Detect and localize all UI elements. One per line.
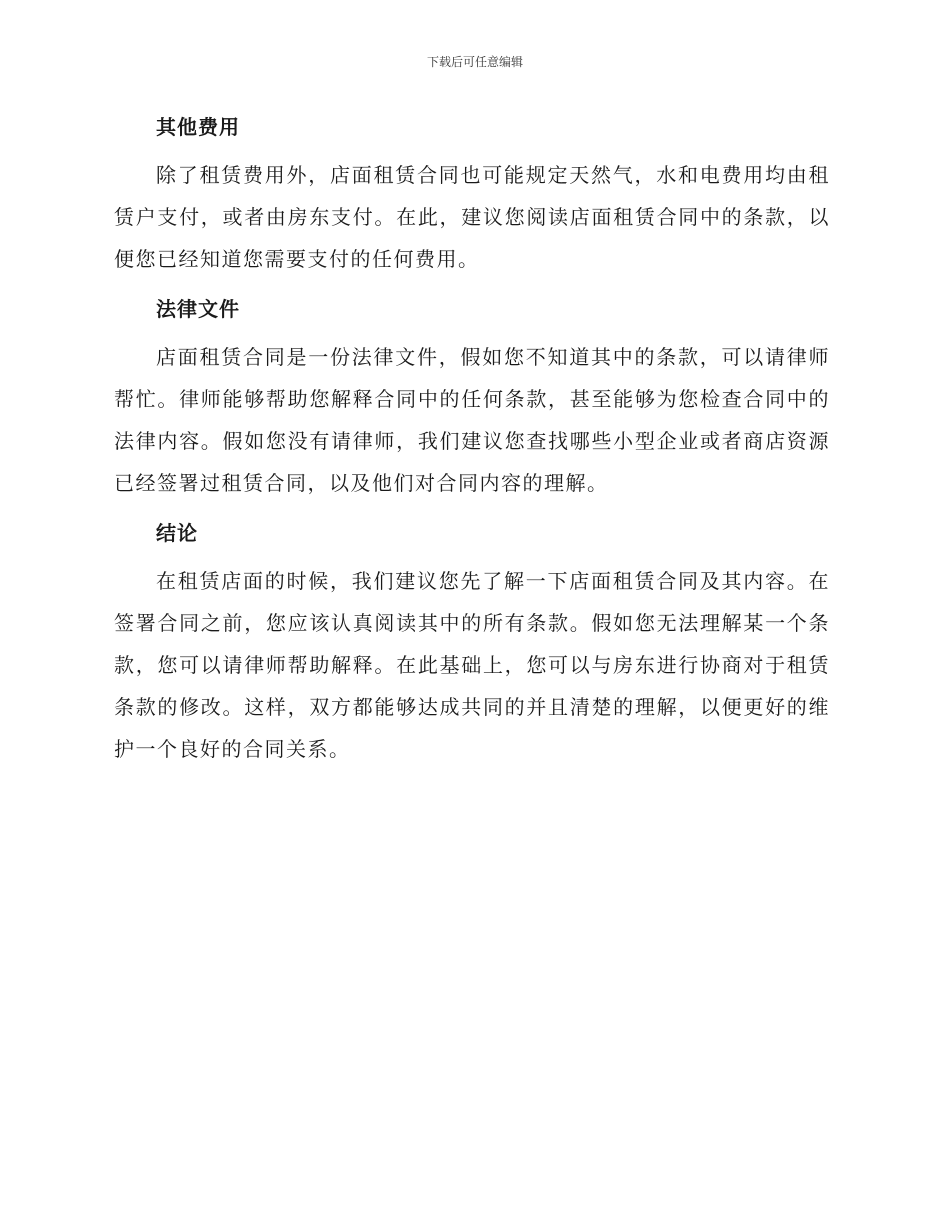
section-other-fees <box>114 108 830 280</box>
section-heading: 法律文件 <box>156 297 240 321</box>
section-paragraph: 除了租赁费用外，店面租赁合同也可能规定天然气，水和电费用均由租赁户支付，或者由房东支付。在此，建议您阅读店面租赁合同中的条款，以便您已经知道您需要支付的任何费用。 <box>114 163 830 271</box>
section-legal-documents <box>114 290 830 504</box>
section-conclusion <box>114 514 830 770</box>
section-paragraph: 店面租赁合同是一份法律文件，假如您不知道其中的条款，可以请律师帮忙。律师能够帮助您解释合同中的任何条款，甚至能够为您检查合同中的法律内容。假如您没有请律师，我们建议您查找哪些小型企业或者商店资源已经签署过租赁合同，以及他们对合同内容的理解。 <box>114 345 830 495</box>
section-heading: 结论 <box>156 521 198 545</box>
section-heading: 其他费用 <box>156 115 240 139</box>
page-header: 下载后可任意编辑 <box>426 55 523 69</box>
section-paragraph: 在租赁店面的时候，我们建议您先了解一下店面租赁合同及其内容。在签署合同之前，您应该认真阅读其中的所有条款。假如您无法理解某一个条款，您可以请律师帮助解释。在此基础上，您可以与房东进行协商对于租赁条款的修改。这样，双方都能够达成共同的并且清楚的理解，以便更好的维护一个良好的合同关系。 <box>114 569 830 761</box>
document-body <box>114 108 830 770</box>
